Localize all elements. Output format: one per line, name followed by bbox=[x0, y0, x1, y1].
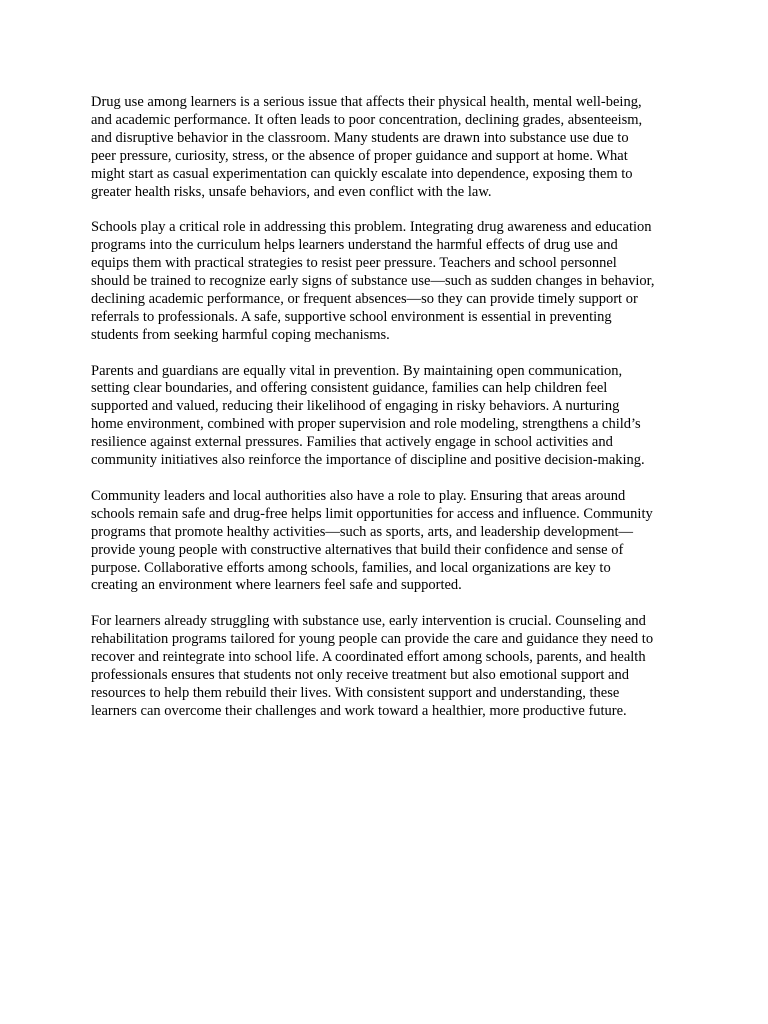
paragraph-parents-role: Parents and guardians are equally vital in prevention. By maintaining open communication, setting clear boundaries, and offering consistent guidance, families can help children feel supported and valued, reducing their likelihood of engaging in risky behaviors. A nurturing home environment, combined with proper supervision and role modeling, strengthens a child’s resilience against external pressures. Families that actively engage in school activities and community initiatives also reinforce the importance of discipline and positive decision-making. bbox=[91, 362, 645, 469]
paragraph-early-intervention: For learners already struggling with substance use, early intervention is crucial. Counseling and rehabilitation programs tailored for young people can provide the care and guidance they need to recover and reintegrate into school life. A coordinated effort among schools, parents, and health professionals ensures that students not only receive treatment but also emotional support and resources to help them rebuild their lives. With consistent support and understanding, these learners can overcome their challenges and work toward a healthier, more productive future. bbox=[91, 613, 654, 719]
document-body bbox=[91, 94, 681, 739]
paragraph-schools-role: Schools play a critical role in addressing this problem. Integrating drug awareness and education programs into the curriculum helps learners understand the harmful effects of drug use and equips them with practical strategies to resist peer pressure. Teachers and school personnel should be trained to recognize early signs of substance use—such as sudden changes in behavior, declining academic performance, or frequent absences—so they can provide timely support or referrals to professionals. A safe, supportive school environment is essential in preventing students from seeking harmful coping mechanisms. bbox=[91, 219, 655, 343]
paragraph-community-role: Community leaders and local authorities also have a role to play. Ensuring that areas around schools remain safe and drug-free helps limit opportunities for access and influence. Community programs that promote healthy activities—such as sports, arts, and leadership development— provide young people with constructive alternatives that build their confidence and sense of purpose. Collaborative efforts among schools, families, and local organizations are key to creating an environment where learners feel safe and supported. bbox=[91, 487, 653, 594]
paragraph-drug-use-overview: Drug use among learners is a serious issue that affects their physical health, mental well-being, and academic performance. It often leads to poor concentration, declining grades, absenteeism, and disruptive behavior in the classroom. Many students are drawn into substance use due to peer pressure, curiosity, stress, or the absence of proper guidance and support at home. What might start as casual experimentation can quickly escalate into dependence, exposing them to greater health risks, unsafe behaviors, and even conflict with the law. bbox=[91, 94, 643, 200]
